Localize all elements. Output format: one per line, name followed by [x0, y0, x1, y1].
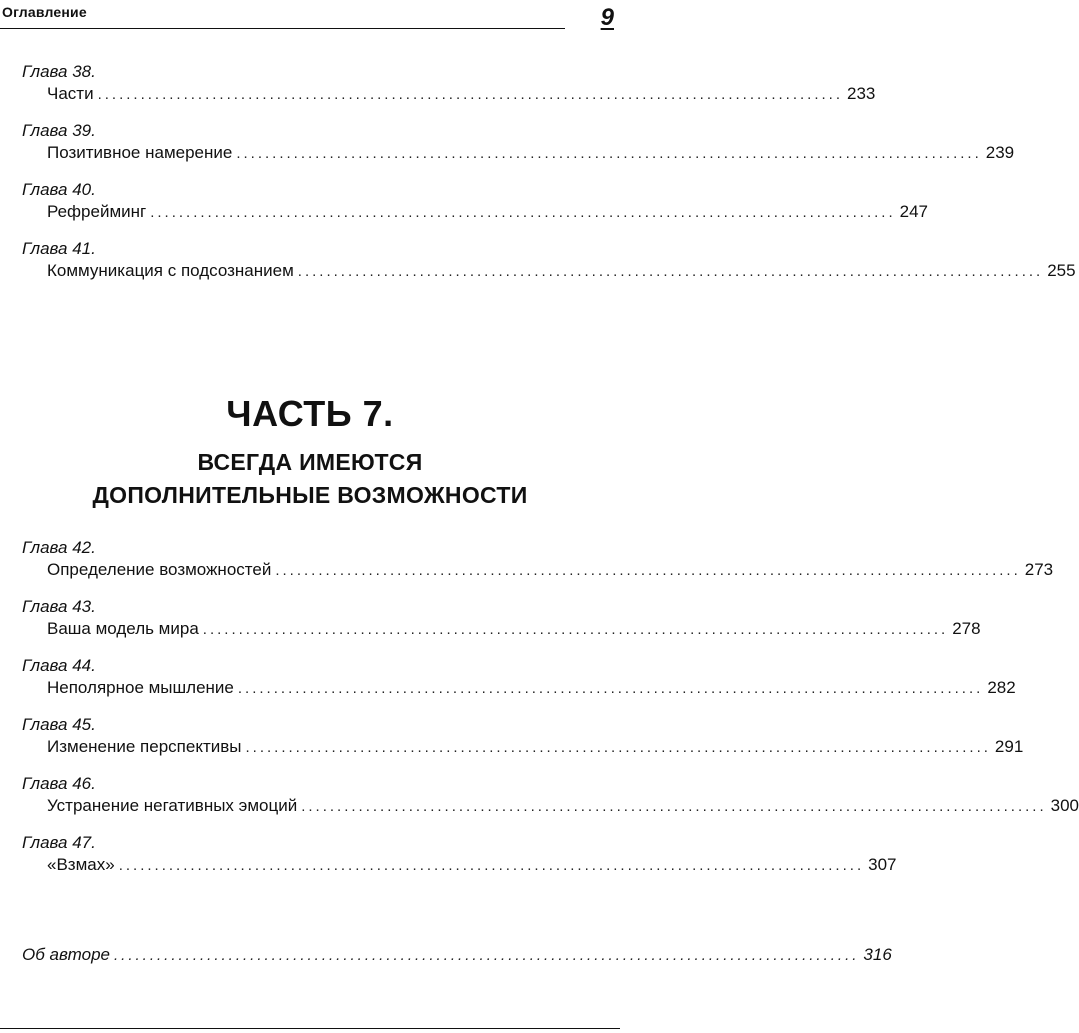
dot-leader: ........................................................................................................: [297, 263, 1044, 280]
toc-entry-line: [47, 619, 981, 639]
about-author-page-number: 316: [863, 945, 892, 964]
page-number: 9: [600, 4, 614, 31]
chapter-title: Неполярное мышление: [47, 678, 234, 697]
toc-entry-line: [47, 143, 1015, 163]
toc-chapter-45[interactable]: [0, 715, 1024, 767]
chapter-label: Глава 42.: [22, 538, 96, 557]
toc-entry-line: [47, 737, 1024, 757]
dot-leader: ........................................................................................................: [150, 204, 896, 221]
toc-chapter-43[interactable]: [0, 597, 981, 649]
chapter-title: Позитивное намерение: [47, 143, 233, 162]
dot-leader: ........................................................................................................: [245, 739, 991, 756]
toc-entry-line: [47, 855, 897, 875]
chapter-page-number: 291: [994, 737, 1024, 756]
chapter-label: Глава 45.: [22, 715, 96, 734]
toc-entry-line: [47, 202, 929, 222]
dot-leader: ........................................................................................................: [118, 857, 865, 874]
toc-chapter-44[interactable]: [0, 656, 1016, 708]
chapter-title: Рефрейминг: [47, 202, 147, 221]
chapter-page-number: 282: [987, 678, 1016, 697]
chapter-title: Определение возможностей: [47, 560, 272, 579]
toc-entry-line: [47, 678, 1016, 698]
part-title-line-2: ДОПОЛНИТЕЛЬНЫЕ ВОЗМОЖНОСТИ: [92, 482, 528, 508]
running-head-title: Оглавление: [2, 4, 87, 20]
toc-entry-line: [47, 560, 1054, 580]
chapter-label: Глава 47.: [22, 833, 96, 852]
dot-leader: ........................................................................................................: [301, 798, 1047, 815]
dot-leader: ........................................................................................................: [237, 680, 984, 697]
running-head: [0, 2, 620, 34]
toc-entry-line: [47, 796, 1079, 816]
toc-chapter-41[interactable]: [0, 239, 1076, 291]
about-author-title: Об авторе: [22, 945, 110, 964]
toc-chapter-46[interactable]: [0, 774, 1079, 826]
dot-leader: ........................................................................................................: [97, 86, 843, 103]
chapter-label: Глава 41.: [22, 239, 96, 258]
chapter-title: Изменение перспективы: [47, 737, 242, 756]
toc-chapter-40[interactable]: [0, 180, 929, 232]
chapter-title: Устранение негативных эмоций: [47, 796, 298, 815]
chapter-label: Глава 44.: [22, 656, 96, 675]
footer-rule: [0, 1028, 620, 1029]
part-title-line-1: ВСЕГДА ИМЕЮТСЯ: [197, 449, 423, 475]
chapter-label: Глава 39.: [22, 121, 96, 140]
chapter-title: Ваша модель мира: [47, 619, 199, 638]
dot-leader: ........................................................................................................: [275, 562, 1021, 579]
chapter-title: «Взмах»: [47, 855, 115, 874]
chapter-page-number: 255: [1047, 261, 1076, 280]
toc-entry-line: [47, 261, 1076, 281]
chapter-title: Части: [47, 84, 94, 103]
chapter-page-number: 273: [1024, 560, 1054, 579]
chapter-label: Глава 40.: [22, 180, 96, 199]
dot-leader: ........................................................................................................: [236, 145, 982, 162]
dot-leader: ........................................................................................................: [113, 947, 860, 964]
header-rule: [0, 28, 565, 29]
chapter-page-number: 233: [847, 84, 876, 103]
chapter-label: Глава 46.: [22, 774, 96, 793]
chapter-page-number: 278: [952, 619, 981, 638]
toc-entry-line: [47, 84, 876, 104]
chapter-label: Глава 43.: [22, 597, 96, 616]
toc-about-author[interactable]: [22, 945, 892, 965]
dot-leader: ........................................................................................................: [202, 621, 949, 638]
chapter-page-number: 239: [985, 143, 1015, 162]
chapter-page-number: 247: [899, 202, 929, 221]
toc-chapter-38[interactable]: [0, 62, 876, 114]
chapter-label: Глава 38.: [22, 62, 96, 81]
part-number-heading: ЧАСТЬ 7.: [226, 393, 394, 434]
toc-chapter-39[interactable]: [0, 121, 1015, 173]
toc-chapter-47[interactable]: [0, 833, 897, 885]
chapter-page-number: 307: [868, 855, 897, 874]
chapter-title: Коммуникация с подсознанием: [47, 261, 294, 280]
toc-chapter-42[interactable]: [0, 538, 1054, 590]
chapter-page-number: 300: [1050, 796, 1079, 815]
